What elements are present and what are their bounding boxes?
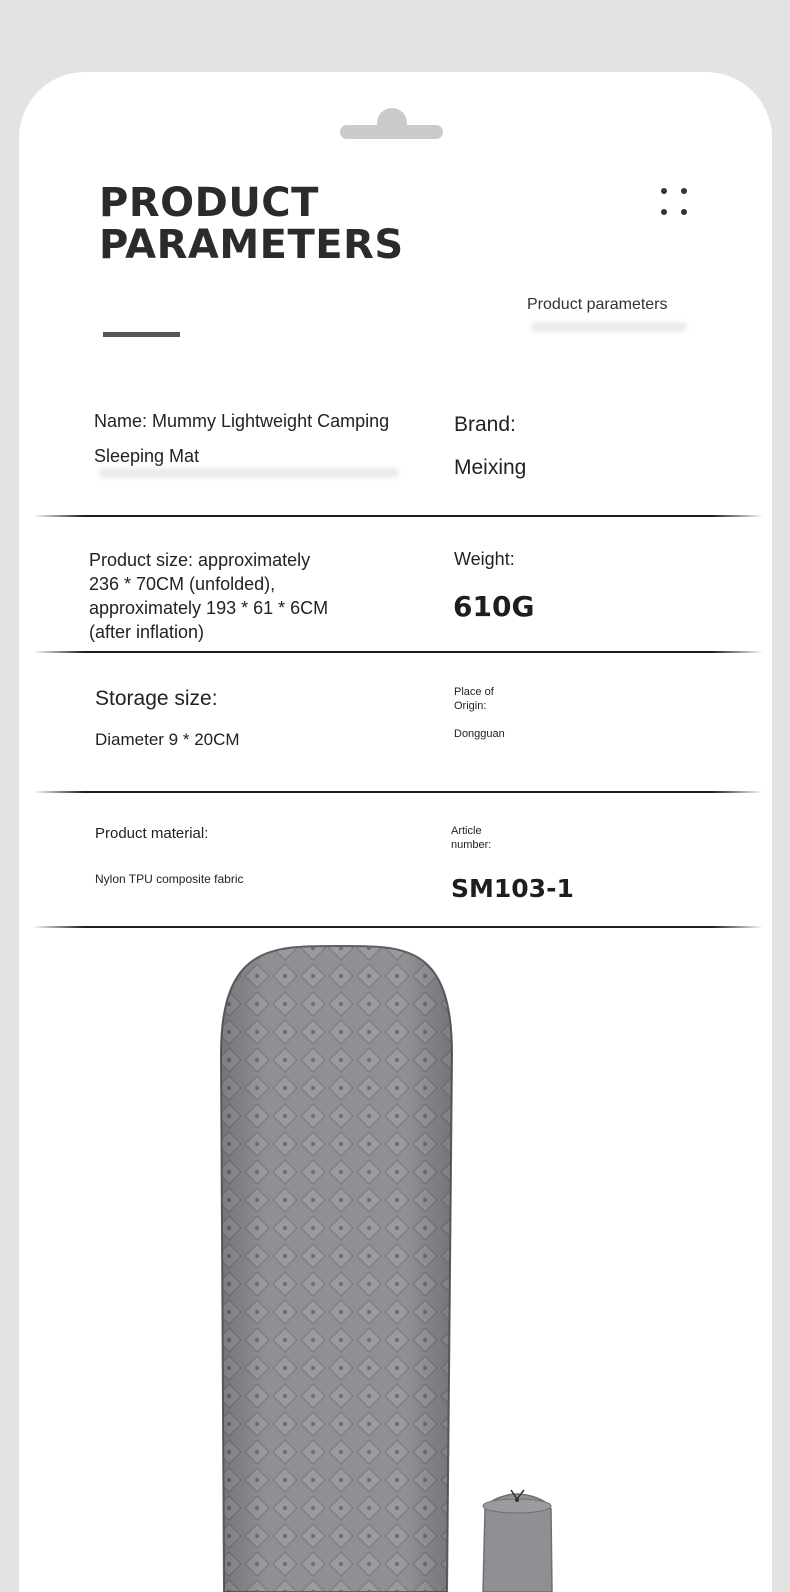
- dots-icon: [657, 185, 693, 221]
- hanger-knob: [377, 108, 407, 138]
- product-size-line-1: Product size: approximately: [89, 550, 311, 570]
- name-line-1: Name: Mummy Lightweight Camping: [94, 411, 390, 431]
- sleeping-mat-image: [19, 934, 772, 1592]
- title-line-1: PRODUCT: [99, 180, 319, 226]
- divider-3: [33, 791, 763, 793]
- title-line-2: PARAMETERS: [99, 222, 404, 268]
- mat-body: [221, 946, 452, 1592]
- article-label-line-2: number:: [451, 839, 492, 851]
- divider-1: [33, 515, 763, 517]
- origin-label-line-2: Origin:: [454, 700, 487, 712]
- name-line-2: Sleeping Mat: [94, 446, 200, 466]
- brand-value: Meixing: [454, 456, 527, 479]
- brand-label: Brand:: [454, 413, 516, 436]
- subtitle-shadow: [531, 322, 687, 332]
- divider-2: [33, 651, 763, 653]
- origin-value: Dongguan: [454, 728, 505, 740]
- article-value: SM103-1: [451, 874, 574, 903]
- page-title: [99, 182, 404, 266]
- parameters-card: [19, 72, 772, 1592]
- stuff-sack-icon: [483, 1490, 552, 1592]
- product-size-line-2: 236 * 70CM (unfolded),: [89, 574, 276, 594]
- material-value: Nylon TPU composite fabric: [95, 872, 244, 886]
- product-size-line-3: approximately 193 * 61 * 6CM: [89, 598, 329, 618]
- storage-size-label: Storage size:: [95, 687, 218, 710]
- material-label: Product material:: [95, 825, 209, 842]
- name-shadow: [99, 468, 399, 478]
- origin-label-line-1: Place of: [454, 686, 494, 698]
- weight-value: 610G: [453, 590, 535, 623]
- product-size-line-4: (after inflation): [89, 622, 205, 642]
- subtitle: Product parameters: [527, 296, 668, 313]
- article-label-line-1: Article: [451, 825, 482, 837]
- weight-label: Weight:: [454, 549, 515, 569]
- divider-4: [33, 926, 763, 928]
- accent-bar: [103, 332, 180, 337]
- storage-size-value: Diameter 9 * 20CM: [95, 730, 240, 749]
